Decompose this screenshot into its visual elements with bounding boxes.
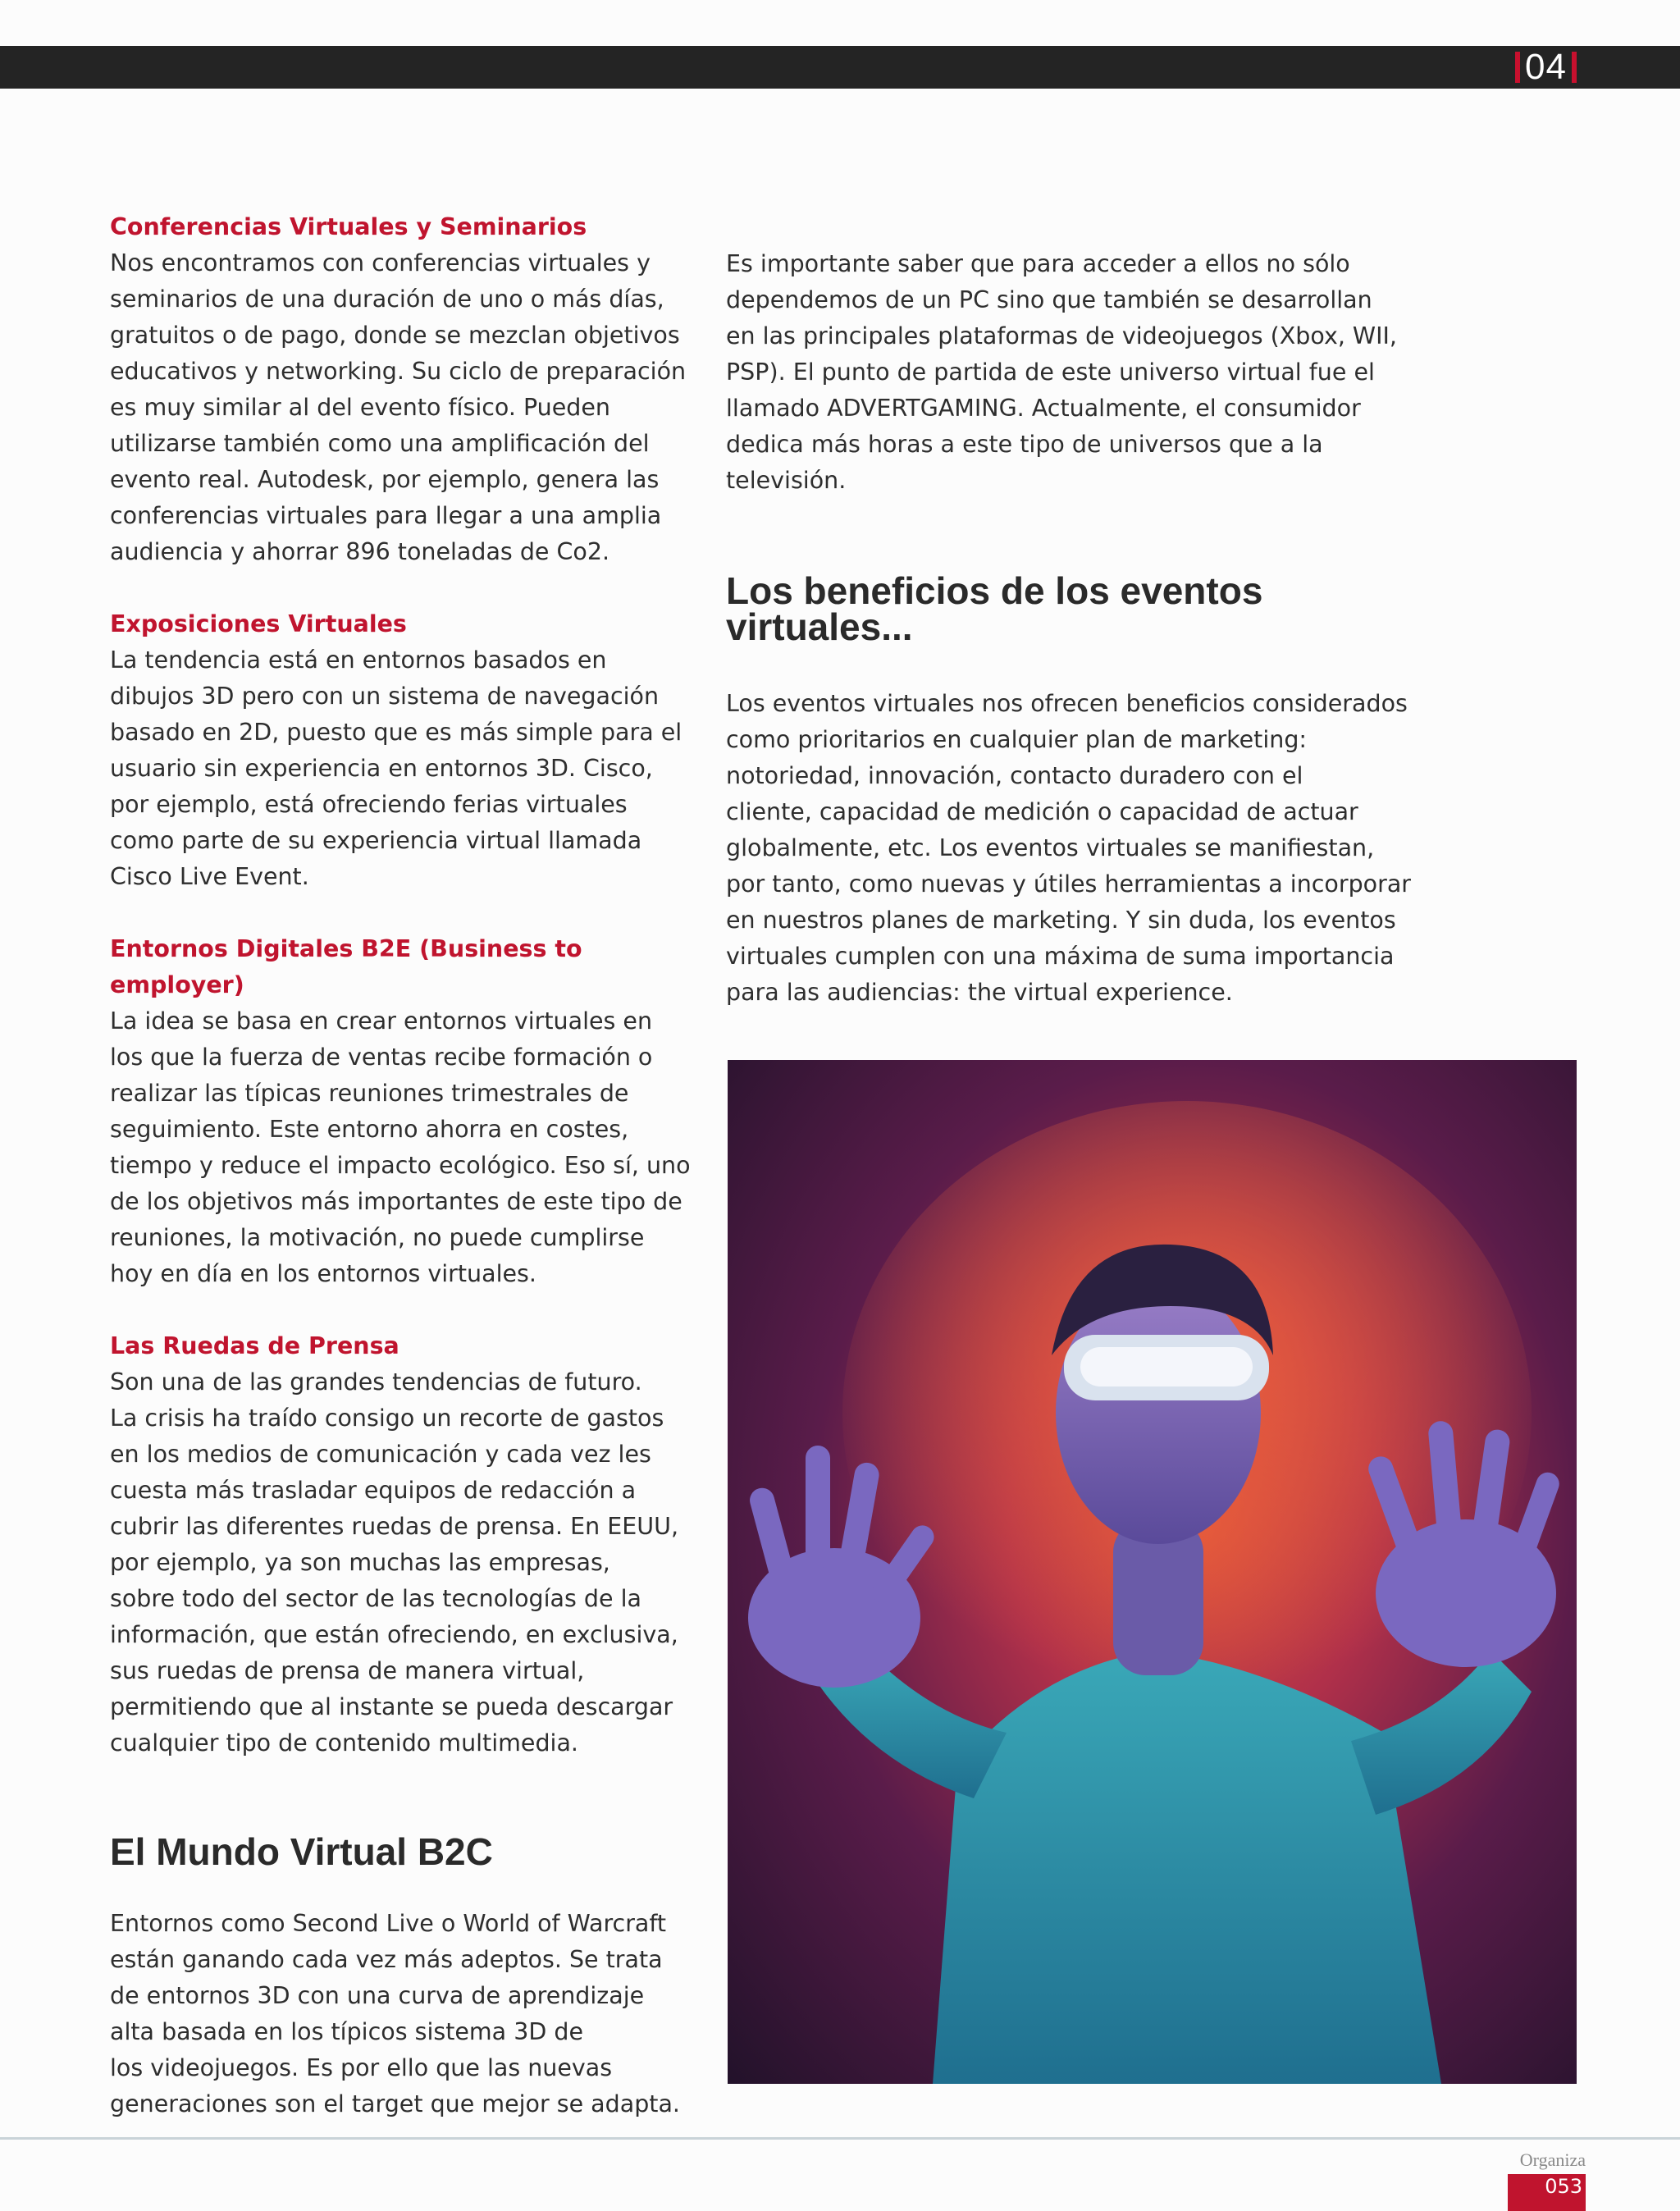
text-line: cliente, capacidad de medición o capacidad de actuar: [726, 798, 1358, 825]
text-line: Nos encontramos con conferencias virtuales y: [110, 249, 651, 276]
text-line: es muy similar al del evento físico. Pueden: [110, 394, 610, 421]
heading-ruedas-prensa: Las Ruedas de Prensa: [110, 1332, 399, 1359]
text-line: La crisis ha traído consigo un recorte de gastos: [110, 1405, 664, 1432]
text-line: Los eventos virtuales nos ofrecen beneficios considerados: [726, 690, 1408, 717]
text-line: en nuestros planes de marketing. Y sin duda, los eventos: [726, 907, 1396, 934]
text-line: audiencia y ahorrar 896 toneladas de Co2.: [110, 538, 610, 565]
text-line: permitiendo que al instante se pueda descargar: [110, 1693, 673, 1720]
text-line: información, que están ofreciendo, en exclusiva,: [110, 1621, 678, 1648]
text-line: los que la fuerza de ventas recibe formación o: [110, 1044, 653, 1071]
chapter-bar-left: [1515, 52, 1520, 83]
text-line: de entornos 3D con una curva de aprendizaje: [110, 1982, 645, 2009]
heading-b2e: Entornos Digitales B2E (Business to employer): [110, 935, 582, 998]
text-line: están ganando cada vez más adeptos. Se trata: [110, 1946, 663, 1973]
heading-conferencias: Conferencias Virtuales y Seminarios: [110, 213, 587, 240]
text-line: por ejemplo, ya son muchas las empresas,: [110, 1549, 610, 1576]
text-line: televisión.: [726, 467, 847, 494]
text-line: alta basada en los típicos sistema 3D de: [110, 2018, 583, 2045]
text-line: realizar las típicas reuniones trimestrales de: [110, 1080, 629, 1107]
heading-b2c: El Mundo Virtual B2C: [110, 1830, 493, 1873]
text-line: sus ruedas de prensa de manera virtual,: [110, 1657, 585, 1684]
text-line: llamado ADVERTGAMING. Actualmente, el consumidor: [726, 395, 1361, 422]
text-line: notoriedad, innovación, contacto duradero con el: [726, 762, 1303, 789]
text-line: Cisco Live Event.: [110, 863, 309, 890]
text-line: cualquier tipo de contenido multimedia.: [110, 1729, 578, 1756]
text-line: basado en 2D, puesto que es más simple para el: [110, 719, 682, 746]
vr-headset-man-photo: [728, 1060, 1577, 2084]
text-line: dedica más horas a este tipo de universos que a la: [726, 431, 1323, 458]
text-line: gratuitos o de pago, donde se mezclan objetivos: [110, 322, 680, 349]
text-line: cuesta más trasladar equipos de redacción a: [110, 1477, 637, 1504]
text-line: PSP). El punto de partida de este universo virtual fue el: [726, 359, 1375, 386]
photo-illustration: [728, 1060, 1577, 2084]
text-line: tiempo y reduce el impacto ecológico. Eso sí, uno: [110, 1152, 691, 1179]
text-line: La tendencia está en entornos basados en: [110, 646, 607, 674]
chapter-label: 04: [1525, 47, 1567, 87]
text-line: hoy en día en los entornos virtuales.: [110, 1260, 536, 1287]
right-column: [726, 246, 1431, 1011]
text-line: cubrir las diferentes ruedas de prensa. En EEUU,: [110, 1513, 679, 1540]
top-bar: [0, 46, 1680, 89]
page-number: 053: [1508, 2174, 1586, 2211]
text-line: educativos y networking. Su ciclo de preparación: [110, 358, 687, 385]
text-line: dibujos 3D pero con un sistema de navegación: [110, 683, 660, 710]
text-line: Son una de las grandes tendencias de futuro.: [110, 1368, 642, 1396]
text-line: como prioritarios en cualquier plan de marketing:: [726, 726, 1308, 753]
footer-rule: [0, 2137, 1680, 2140]
text-line: en las principales plataformas de videojuegos (Xbox, WII,: [726, 322, 1397, 349]
text-line: para las audiencias: the virtual experience.: [726, 979, 1233, 1006]
text-line: por tanto, como nuevas y útiles herramientas a incorporar: [726, 870, 1412, 898]
text-line: evento real. Autodesk, por ejemplo, genera las: [110, 466, 660, 493]
text-line: los videojuegos. Es por ello que las nuevas: [110, 2054, 613, 2081]
text-line: en los medios de comunicación y cada vez les: [110, 1441, 651, 1468]
heading-beneficios: Los beneficios de los eventos: [726, 569, 1263, 612]
heading-beneficios-2: virtuales...: [726, 605, 913, 648]
text-line: La idea se basa en crear entornos virtuales en: [110, 1007, 653, 1035]
text-line: como parte de su experiencia virtual llamada: [110, 827, 642, 854]
text-line: conferencias virtuales para llegar a una amplia: [110, 502, 662, 529]
text-line: seminarios de una duración de uno o más días,: [110, 286, 664, 313]
text-line: virtuales cumplen con una máxima de suma importancia: [726, 943, 1395, 970]
text-line: globalmente, etc. Los eventos virtuales se manifiestan,: [726, 834, 1375, 861]
text-line: de los objetivos más importantes de este tipo de: [110, 1188, 682, 1215]
text-line: usuario sin experiencia en entornos 3D. Cisco,: [110, 755, 653, 782]
left-column: [110, 209, 701, 2122]
text-line: sobre todo del sector de las tecnologías de la: [110, 1585, 641, 1612]
text-line: dependemos de un PC sino que también se desarrollan: [726, 286, 1372, 313]
text-line: generaciones son el target que mejor se adapta.: [110, 2090, 680, 2117]
text-line: por ejemplo, está ofreciendo ferias virtuales: [110, 791, 628, 818]
chapter-number: [1510, 46, 1582, 89]
text-line: Entornos como Second Live o World of Warcraft: [110, 1910, 667, 1937]
text-line: Es importante saber que para acceder a ellos no sólo: [726, 250, 1350, 277]
text-line: utilizarse también como una amplificación del: [110, 430, 650, 457]
text-line: seguimiento. Este entorno ahorra en costes,: [110, 1116, 629, 1143]
chapter-bar-right: [1572, 52, 1577, 83]
text-line: reuniones, la motivación, no puede cumplirse: [110, 1224, 645, 1251]
footer-brand: Organiza: [1519, 2149, 1586, 2170]
heading-exposiciones: Exposiciones Virtuales: [110, 610, 407, 637]
